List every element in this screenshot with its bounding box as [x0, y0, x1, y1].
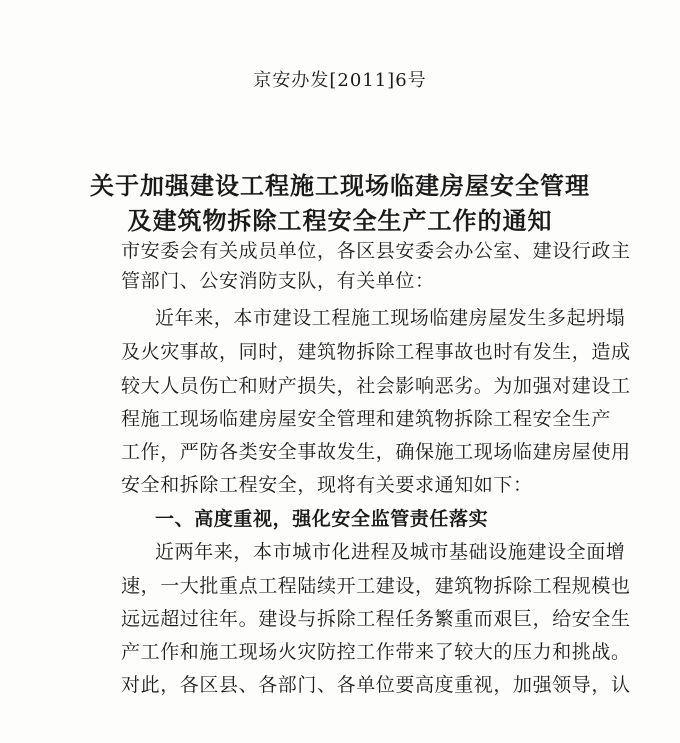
paragraph-1-line: 及火灾事故，同时，建筑物拆除工程事故也时有发生，造成 [121, 341, 631, 363]
document-title-line-1: 关于加强建设工程施工现场临建房屋安全管理 [90, 172, 590, 200]
paragraph-2-line: 速，一大批重点工程陆续开工建设，建筑物拆除工程规模也 [121, 575, 631, 597]
paragraph-1-line: 较大人员伤亡和财产损失，社会影响恶劣。为加强对建设工 [121, 375, 631, 397]
paragraph-2-line: 产工作和施工现场火灾防控工作带来了较大的压力和挑战。 [121, 641, 631, 663]
paragraph-1-line: 工作，严防各类安全事故发生，确保施工现场临建房屋使用 [121, 441, 631, 463]
section-1-heading: 一、高度重视，强化安全监管责任落实 [155, 508, 489, 530]
addressee-line-2: 管部门、公安消防支队，有关单位： [121, 270, 435, 292]
paragraph-2-line: 近两年来，本市城市化进程及城市基础设施建设全面增 [155, 541, 626, 563]
paragraph-2-line: 远远超过往年。建设与拆除工程任务繁重而艰巨，给安全生 [121, 608, 631, 630]
addressee-line-1: 市安委会有关成员单位，各区县安委会办公室、建设行政主 [121, 240, 631, 262]
document-number: 京安办发[2011]6号 [253, 70, 427, 91]
paragraph-1-line: 安全和拆除工程安全，现将有关要求通知如下： [121, 474, 533, 496]
paragraph-1-line: 近年来，本市建设工程施工现场临建房屋发生多起坍塌 [155, 307, 626, 329]
document-title-line-2: 及建筑物拆除工程安全生产工作的通知 [127, 207, 553, 235]
paragraph-1-line: 程施工现场临建房屋安全管理和建筑物拆除工程安全生产 [121, 408, 612, 430]
paragraph-2-line: 对此，各区县、各部门、各单位要高度重视，加强领导，认 [121, 674, 631, 696]
